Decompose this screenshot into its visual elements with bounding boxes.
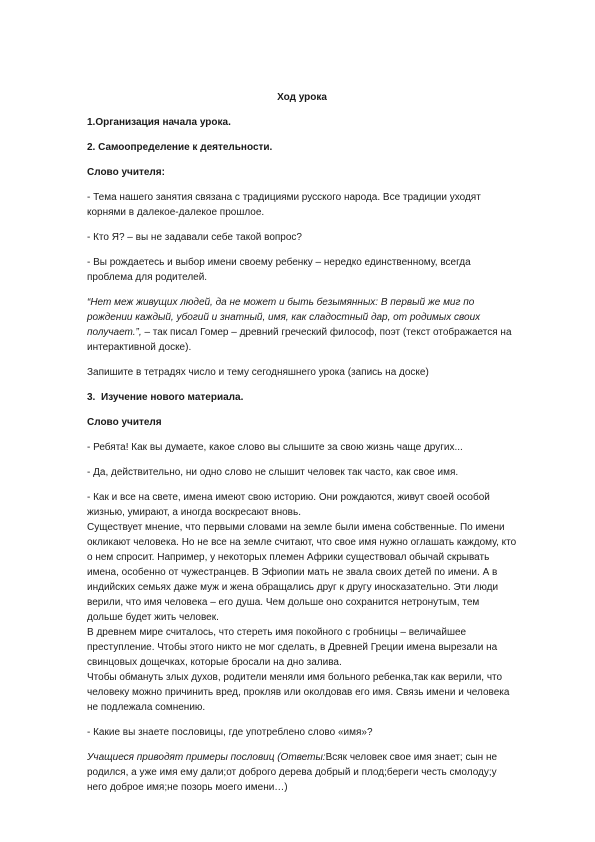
paragraph-homer-quote xyxy=(87,295,517,355)
section-2-heading: 2. Самоопределение к деятельности. xyxy=(87,142,273,153)
answers-intro: Учащиеся приводят примеры пословиц (Ответы: xyxy=(87,752,326,763)
paragraph-kids-question: - Ребята! Как вы думаете, какое слово вы слышите за свою жизнь чаще других... xyxy=(87,442,463,453)
section-3-text: Изучение нового материала. xyxy=(101,392,244,403)
paragraph-proverbs-answers xyxy=(87,750,517,795)
paragraph-proverbs-question: - Какие вы знаете пословицы, где употреблено слово «имя»? xyxy=(87,727,373,738)
document-page xyxy=(87,92,517,805)
paragraph-traditions: - Тема нашего занятия связана с традициями русского народа. Все традиции уходят корнями в далекое-далекое прошлое. xyxy=(87,192,481,218)
teacher-word-heading-1: Слово учителя: xyxy=(87,167,165,178)
paragraph-names-history: - Как и все на свете, имена имеют свою историю. Они рождаются, живут своей особой жизнью, умирают, а иногда воскресают вновь. xyxy=(87,492,490,518)
answers-list: Всяк человек свое имя знает; сын не родился, а уже имя ему дали;от доброго дерева добрый и плод;береги честь смолоду;у него доброе имя;не позорь моего имени…) xyxy=(87,752,498,793)
paragraph-own-name: - Да, действительно, ни одно слово не слышит человек так часто, как свое имя. xyxy=(87,467,459,478)
paragraph-write-notebook: Запишите в тетрадях число и тему сегодняшнего урока (запись на доске) xyxy=(87,367,429,378)
quote-italic: “Нет меж живущих людей, да не может и быть безымянных: В первый же миг по рождении каждый, убогий и знатный, имя, как сладостный дар, от родимых своих получает.”, xyxy=(87,297,481,338)
section-1-heading: 1.Организация начала урока. xyxy=(87,117,231,128)
paragraph-name-choice: - Вы рождаетесь и выбор имени своему ребенку – нередко единственному, всегда проблема для родителей. xyxy=(87,257,471,283)
page-title: Ход урока xyxy=(277,92,327,103)
section-3-number: 3. xyxy=(87,392,96,403)
paragraph-ancient-world: В древнем мире считалось, что стереть имя покойного с гробницы – величайшее преступление. Чтобы этого никто не мог сделать, в Древней Греции имена вырезали на свинцовых дощечках, которые бросали на дно залива. xyxy=(87,627,498,668)
quote-attribution: – так писал Гомер – древний греческий философ, поэт (текст отображается на интерактивной доске). xyxy=(87,327,512,353)
paragraph-evil-spirits: Чтобы обмануть злых духов, родители меняли имя больного ребенка,так как верили, что человеку можно причинить вред, прокляв или околдовав его имя. Связь имени и человека не подлежала сомнению. xyxy=(87,672,510,713)
paragraph-who-am-i: - Кто Я? – вы не задавали себе такой вопрос? xyxy=(87,232,302,243)
teacher-word-heading-2: Слово учителя xyxy=(87,417,162,428)
section-3-heading xyxy=(87,390,517,405)
paragraph-first-words: Существует мнение, что первыми словами на земле были имена собственные. По имени окликают человека. Но не все на земле считают, что свое имя нужно оглашать каждому, кто о нем спросит. Например, у некоторых племен Африки существовал обычай скрывать имена, особенно от чужестранцев. В Эфиопии мать не звала своих детей по имени. А в индийских семьях даже муж и жена обращались друг к другу иносказательно. Эти люди верили, что имя человека – его душа. Чем дольше оно сохранится нетронутым, тем дольше будет жить человек. xyxy=(87,522,517,623)
